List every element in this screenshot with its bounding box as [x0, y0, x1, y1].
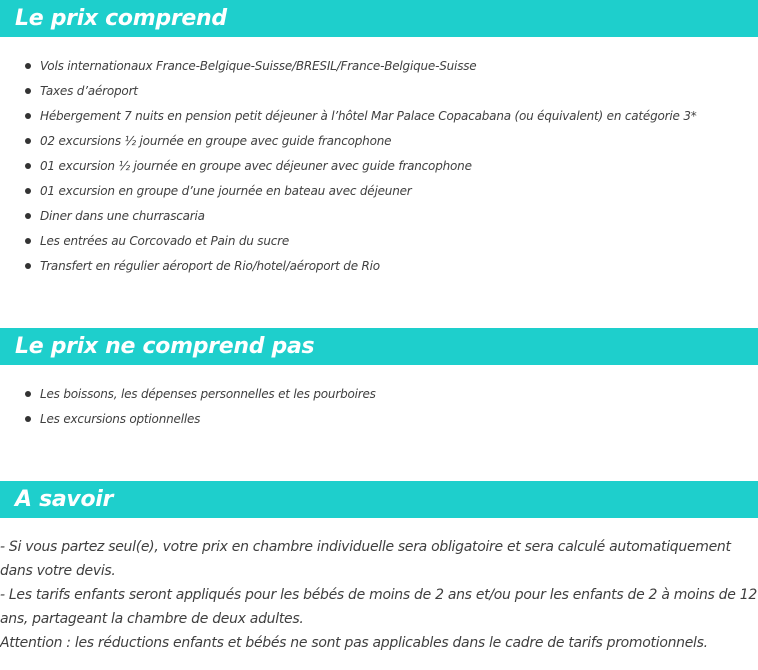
- savoir-paragraph: - Si vous partez seul(e), votre prix en chambre individuelle sera obligatoire et sera calculé automatiquement dans votre devis.: [0, 539, 731, 579]
- list-item-text: Hébergement 7 nuits en pension petit déjeuner à l’hôtel Mar Palace Copacabana (ou équivalent) en catégorie 3*: [40, 109, 697, 123]
- list-item-text: Diner dans une churrascaria: [40, 209, 205, 223]
- included-list: [0, 54, 697, 279]
- bullet-icon: [25, 163, 31, 169]
- list-item-text: 02 excursions ½ journée en groupe avec guide francophone: [40, 134, 392, 148]
- list-item: [0, 179, 697, 204]
- section-header-not-included: Le prix ne comprend pas: [0, 328, 758, 365]
- bullet-icon: [25, 391, 31, 397]
- list-item-text: Transfert en régulier aéroport de Rio/hotel/aéroport de Rio: [40, 259, 380, 273]
- list-item: [0, 407, 376, 432]
- list-item: [0, 54, 697, 79]
- savoir-paragraph: Attention : les réductions enfants et bébés ne sont pas applicables dans le cadre de tarifs promotionnels.: [0, 635, 708, 651]
- list-item: [0, 204, 697, 229]
- savoir-text: [0, 535, 758, 655]
- savoir-paragraph: - Les tarifs enfants seront appliqués pour les bébés de moins de 2 ans et/ou pour les enfants de 2 à moins de 12 ans, partageant la chambre de deux adultes.: [0, 587, 757, 627]
- bullet-icon: [25, 416, 31, 422]
- list-item-text: Les excursions optionnelles: [40, 412, 201, 426]
- list-item: [0, 229, 697, 254]
- bullet-icon: [25, 238, 31, 244]
- bullet-icon: [25, 138, 31, 144]
- bullet-icon: [25, 263, 31, 269]
- list-item-text: 01 excursion ½ journée en groupe avec déjeuner avec guide francophone: [40, 159, 472, 173]
- list-item-text: Taxes d’aéroport: [40, 84, 138, 98]
- bullet-icon: [25, 88, 31, 94]
- bullet-icon: [25, 113, 31, 119]
- list-item-text: 01 excursion en groupe d’une journée en bateau avec déjeuner: [40, 184, 412, 198]
- list-item: [0, 154, 697, 179]
- list-item-text: Les entrées au Corcovado et Pain du sucre: [40, 234, 290, 248]
- not-included-list: [0, 382, 376, 432]
- section-header-savoir: A savoir: [0, 481, 758, 518]
- bullet-icon: [25, 188, 31, 194]
- list-item: [0, 254, 697, 279]
- list-item: [0, 104, 697, 129]
- list-item-text: Vols internationaux France-Belgique-Suisse/BRESIL/France-Belgique-Suisse: [40, 59, 477, 73]
- bullet-icon: [25, 213, 31, 219]
- list-item: [0, 79, 697, 104]
- list-item: [0, 129, 697, 154]
- bullet-icon: [25, 63, 31, 69]
- section-header-included: Le prix comprend: [0, 0, 758, 37]
- list-item: [0, 382, 376, 407]
- list-item-text: Les boissons, les dépenses personnelles et les pourboires: [40, 387, 376, 401]
